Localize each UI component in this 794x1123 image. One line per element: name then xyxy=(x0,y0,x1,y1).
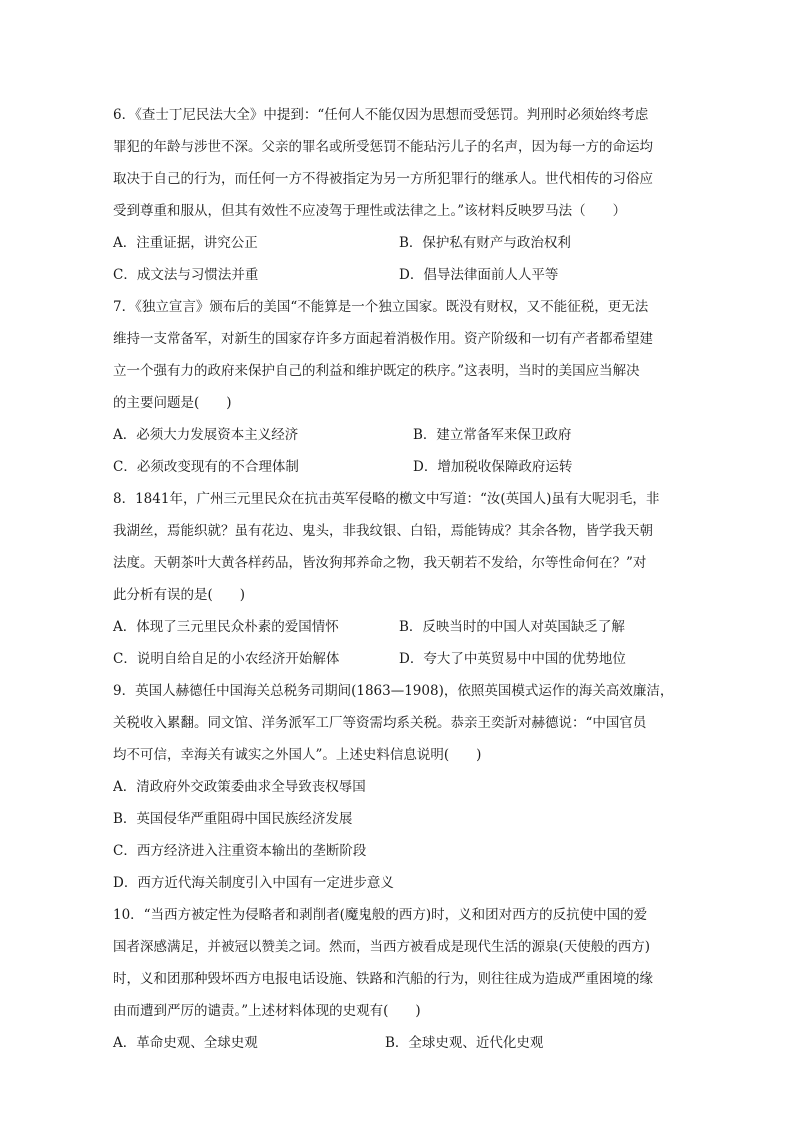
question-text-line: 由而遭到严厉的谴责。”上述材料体现的史观有( ) xyxy=(113,1003,421,1019)
question-text-line: 受到尊重和服从，但其有效性不应凌驾于理性或法律之上。”该材料反映罗马法（ ） xyxy=(113,203,627,219)
question-10 xyxy=(113,899,683,1059)
option-a: A．必须大力发展资本主义经济 xyxy=(113,427,299,443)
question-text-line: 9．英国人赫德任中国海关总税务司期间(1863—1908)，依照英国模式运作的海关高效廉洁， xyxy=(113,683,674,699)
option-row xyxy=(113,451,683,483)
question-9 xyxy=(113,675,683,899)
question-text-line: 国者深感满足，并被冠以赞美之词。然而，当西方被看成是现代生活的源泉(天使般的西方) xyxy=(113,939,651,955)
question-8 xyxy=(113,483,683,675)
question-text-line: 10．“当西方被定性为侵略者和剥削者(魔鬼般的西方)时，义和团对西方的反抗使中国的爱 xyxy=(113,907,648,923)
option-a: A．清政府外交政策委曲求全导致丧权辱国 xyxy=(113,779,366,795)
option-row xyxy=(113,611,683,643)
option-row xyxy=(113,643,683,675)
question-text-line: 罪犯的年龄与涉世不深。父亲的罪名或所受惩罚不能玷污儿子的名声，因为每一方的命运均 xyxy=(113,139,653,155)
option-c: C．西方经济进入注重资本输出的垄断阶段 xyxy=(113,843,367,859)
option-b: B．反映当时的中国人对英国缺乏了解 xyxy=(399,619,625,635)
question-text-line: 此分析有误的是( ) xyxy=(113,587,246,603)
option-c: C．成文法与习惯法并重 xyxy=(113,267,259,283)
question-text-line: 立一个强有力的政府来保护自己的利益和维护既定的秩序。”这表明，当时的美国应当解决 xyxy=(113,363,640,379)
question-7 xyxy=(113,291,683,483)
option-d: D．倡导法律面前人人平等 xyxy=(399,267,559,283)
question-text-line: 法度。天朝茶叶大黄各样药品，皆汝狗邦养命之物，我天朝若不发给，尔等性命何在？”对 xyxy=(113,555,647,571)
option-c: C．必须改变现有的不合理体制 xyxy=(113,459,299,475)
option-d: D．夸大了中英贸易中中国的优势地位 xyxy=(399,651,626,667)
question-text-line: 时，义和团那种毁坏西方电报电话设施、铁路和汽船的行为，则往往成为造成严重困境的缘 xyxy=(113,971,653,987)
option-b: B．建立常备军来保卫政府 xyxy=(413,427,572,443)
option-a: A．革命史观、全球史观 xyxy=(113,1035,258,1051)
option-row xyxy=(113,419,683,451)
option-b: B．全球史观、近代化史观 xyxy=(385,1035,544,1051)
option-row xyxy=(113,227,683,259)
question-6 xyxy=(113,99,683,291)
option-b: B．英国侵华严重阻碍中国民族经济发展 xyxy=(113,811,353,827)
question-text-line: 我湖丝，焉能织就？虽有花边、鬼头，非我纹银、白铅，焉能铸成？其余各物，皆学我天朝 xyxy=(113,523,653,539)
option-d: D．增加税收保障政府运转 xyxy=(413,459,573,475)
option-a: A．体现了三元里民众朴素的爱国情怀 xyxy=(113,619,339,635)
exam-content xyxy=(113,99,683,1059)
option-a: A．注重证据，讲究公正 xyxy=(113,235,258,251)
option-row xyxy=(113,1027,683,1059)
question-text-line: 6．《查士丁尼民法大全》中提到：“任何人不能仅因为思想而受惩罚。判刑时必须始终考虑 xyxy=(113,107,649,123)
option-b: B．保护私有财产与政治权利 xyxy=(399,235,571,251)
question-text-line: 8．1841年，广州三元里民众在抗击英军侵略的檄文中写道：“汝(英国人)虽有大呢羽毛，非 xyxy=(113,491,660,507)
question-text-line: 关税收入累翻。同文馆、洋务派军工厂等资需均系关税。恭亲王奕訢对赫德说：“中国官员 xyxy=(113,715,647,731)
question-text-line: 维持一支常备军，对新生的国家存许多方面起着消极作用。资产阶级和一切有产者都希望建 xyxy=(113,331,653,347)
option-d: D．西方近代海关制度引入中国有一定进步意义 xyxy=(113,875,394,891)
question-text-line: 的主要问题是( ) xyxy=(113,395,232,411)
question-text-line: 均不可信，幸海关有诚实之外国人”。上述史料信息说明( ) xyxy=(113,747,482,763)
question-text-line: 7．《独立宣言》颁布后的美国“不能算是一个独立国家。既没有财权，又不能征税，更无法 xyxy=(113,299,649,315)
option-c: C．说明自给自足的小农经济开始解体 xyxy=(113,651,340,667)
option-row xyxy=(113,259,683,291)
question-text-line: 取决于自己的行为，而任何一方不得被指定为另一方所犯罪行的继承人。世代相传的习俗应 xyxy=(113,171,653,187)
